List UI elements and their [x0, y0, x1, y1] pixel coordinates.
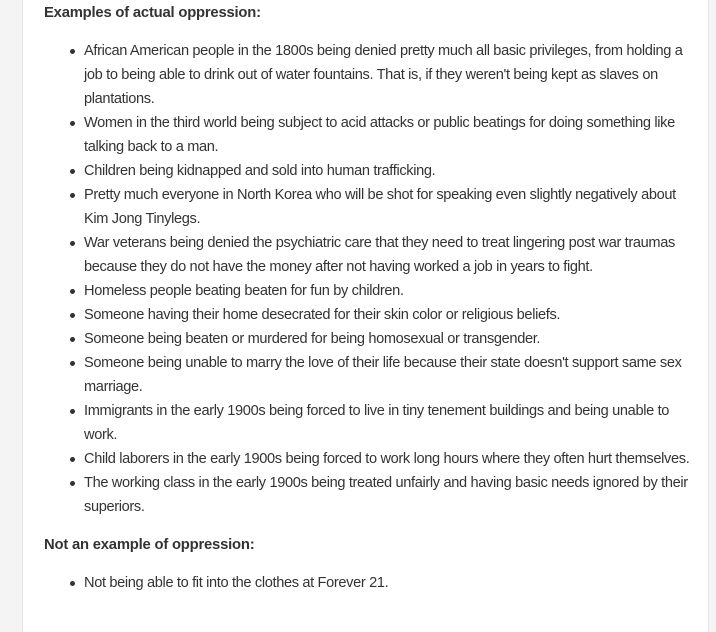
list-item	[44, 571, 694, 595]
list-item-text: Children being kidnapped and sold into human trafficking.	[84, 163, 436, 179]
list-item-text: Immigrants in the early 1900s being forced to live in tiny tenement buildings and being unable to work.	[84, 403, 670, 443]
bullet-icon	[70, 313, 75, 318]
section-heading-not-oppression: Not an example of oppression:	[44, 537, 255, 553]
section-heading-oppression: Examples of actual oppression:	[44, 5, 261, 21]
list-item	[44, 159, 694, 183]
list-item-text: Homeless people beating beaten for fun by children.	[84, 283, 404, 299]
bullet-icon	[70, 361, 75, 366]
list-item-text: African American people in the 1800s being denied pretty much all basic privileges, from holding a job to being able to drink out of water fountains. That is, if they weren't being kept as slaves on plantations.	[84, 43, 683, 107]
list-item	[44, 399, 694, 447]
bullet-icon	[70, 481, 75, 486]
list-item-text: Women in the third world being subject to acid attacks or public beatings for doing something like talking back to a man.	[84, 115, 675, 155]
bullet-icon	[70, 457, 75, 462]
list-item-text: War veterans being denied the psychiatric care that they need to treat lingering post war traumas because they do not have the money after not having worked a job in years to fight.	[84, 235, 675, 275]
list-item	[44, 279, 694, 303]
list-item-text: Someone having their home desecrated for their skin color or religious beliefs.	[84, 307, 561, 323]
bullet-icon	[70, 193, 75, 198]
list-item	[44, 183, 694, 231]
bullet-icon	[70, 409, 75, 414]
bullet-icon	[70, 581, 75, 586]
bullet-icon	[70, 169, 75, 174]
bullet-icon	[70, 49, 75, 54]
list-item	[44, 471, 694, 519]
list-item-text: Someone being beaten or murdered for being homosexual or transgender.	[84, 331, 541, 347]
list-item	[44, 111, 694, 159]
list-item-text: Someone being unable to marry the love of their life because their state doesn't support same sex marriage.	[84, 355, 682, 395]
bullet-icon	[70, 337, 75, 342]
list-item	[44, 231, 694, 279]
article-body	[44, 0, 694, 595]
bullet-icon	[70, 121, 75, 126]
list-item	[44, 351, 694, 399]
bullet-icon	[70, 289, 75, 294]
non-oppression-examples-list	[44, 571, 694, 595]
list-item	[44, 303, 694, 327]
bullet-icon	[70, 241, 75, 246]
oppression-examples-list	[44, 39, 694, 519]
list-item-text: The working class in the early 1900s being treated unfairly and having basic needs ignored by their superiors.	[84, 475, 688, 515]
list-item	[44, 447, 694, 471]
list-item-text: Pretty much everyone in North Korea who will be shot for speaking even slightly negatively about Kim Jong Tinylegs.	[84, 187, 676, 227]
content-panel	[22, 0, 709, 632]
list-item-text: Child laborers in the early 1900s being forced to work long hours where they often hurt themselves.	[84, 451, 690, 467]
list-item	[44, 327, 694, 351]
list-item	[44, 39, 694, 111]
list-item-text: Not being able to fit into the clothes at Forever 21.	[84, 575, 389, 591]
